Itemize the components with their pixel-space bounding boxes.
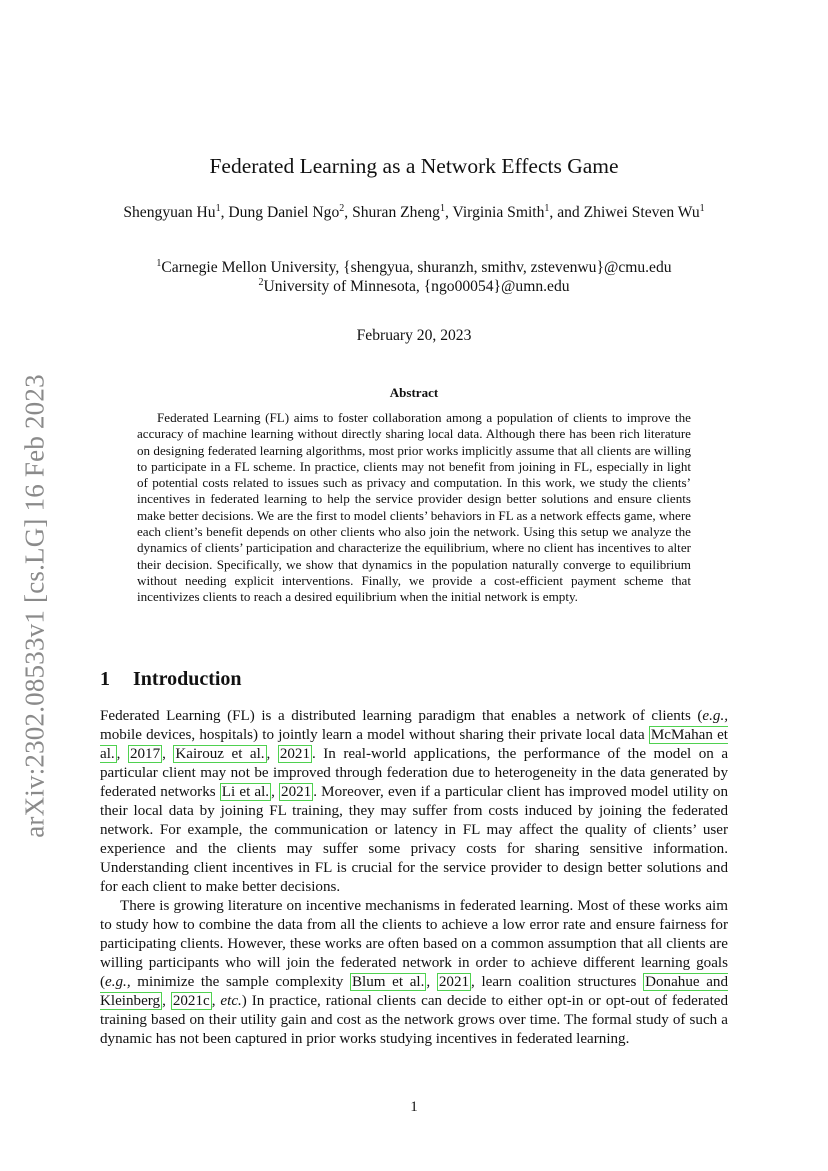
abstract-text: Federated Learning (FL) aims to foster collaboration among a population of clients to improve the accuracy of machine learning without directly sharing local data. Although there has been rich literature on designing federated learning algorithms, most prior works implicitly assume that all clients are willing to participate in a FL scheme. In practice, clients may not benefit from joining in FL, especially in light of potential costs related to issues such as privacy and computation. In this work, we study the clients’ incentives in federated learning to help the service provider design better solutions and ensure clients make better decisions. We are the first to model clients’ behaviors in FL as a network effects game, where each client’s benefit depends on other clients who also join the network. Using this setup we analyze the dynamics of clients’ participation and characterize the equilibrium, where no client has incentives to alter their decision. Specifically, we show that dynamics in the population naturally converge to equilibrium without needing explicit interventions. Finally, we provide a cost-efficient payment scheme that incentivizes clients to reach a desired equilibrium when the initial network is empty. bbox=[137, 410, 691, 605]
citation-link[interactable]: 2017 bbox=[129, 746, 161, 762]
text-run: , bbox=[162, 746, 174, 762]
citation-link[interactable]: 2021c bbox=[172, 993, 210, 1009]
text-run: e.g., bbox=[702, 708, 728, 724]
text-run: . In real-world applications, the performance of the model on a particular client may not be improved through federation due to heterogeneity in the data generated by federated networks bbox=[100, 746, 729, 800]
text-run: minimize the sample complexity bbox=[130, 974, 350, 990]
affiliation-text: University of Minnesota, {ngo00054}@umn.edu bbox=[263, 278, 570, 295]
text-run: e.g., bbox=[105, 974, 131, 990]
paragraph: Federated Learning (FL) is a distributed learning paradigm that enables a network of clients (e.g., mobile devices, hospitals) to jointly learn a model without sharing their private local data McMahan et al. , 2017 , Kairouz et al. , 2021 . In real-world applications, the performance of the model on a particular client may not be improved through federation due to heterogeneity in the data generated by federated networks Li et al. , 2021 . Moreover, even if a particular client has improved model utility on their local data by joining FL training, they may suffer from costs induced by joining the federated network. For example, the communication or latency in FL may affect the quality of clients’ user experience and the clients may suffer some privacy costs for sharing sensitive information. Understanding client incentives in FL is crucial for the service provider to design better solutions and for each client to make better decisions. bbox=[100, 708, 729, 895]
author-name: Shuran Zheng bbox=[352, 204, 440, 221]
affiliation-line bbox=[100, 277, 728, 296]
author-name: and Zhiwei Steven Wu bbox=[557, 204, 700, 221]
arxiv-identifier-text: arXiv:2302.08533v1 [cs.LG] 16 Feb 2023 bbox=[19, 374, 50, 838]
arxiv-identifier bbox=[14, 364, 56, 848]
citation-link[interactable]: 2021 bbox=[279, 746, 310, 762]
citation-link[interactable]: Blum et al. bbox=[351, 974, 425, 990]
citation-link[interactable]: Donahue and Kleinberg bbox=[100, 974, 729, 1009]
page-number: 1 bbox=[410, 1099, 418, 1115]
section-body bbox=[100, 707, 728, 1049]
text-run: . Moreover, even if a particular client has improved model utility on their local data by joining FL training, they may suffer from costs induced by joining the federated network. For example, the communication or latency in FL may affect the quality of clients’ user experience and the clients may suffer some privacy costs for sharing sensitive information. Understanding client incentives in FL is crucial for the service provider to design better solutions and for each client to make better decisions. bbox=[100, 784, 729, 895]
text-run: ) In practice, rational clients can decide to either opt-in or opt-out of federated training based on their utility gain and cost as the network grows over time. The formal study of such a dynamic has not been captured in prior works studying incentives in federated learning. bbox=[100, 993, 729, 1047]
author-affiliation-mark: 1 bbox=[699, 203, 705, 214]
author-name: Dung Daniel Ngo bbox=[228, 204, 340, 221]
text-run: There is growing literature on incentive mechanisms in federated learning. Most of these works aim to study how to combine the data from all the clients to achieve a low error rate and ensure fairness for participating clients. However, these works are often based on a common assumption that all clients are willing participants who will join the federated network in order to achieve different learning goals ( bbox=[100, 898, 728, 990]
citation-link[interactable]: Kairouz et al. bbox=[175, 746, 265, 762]
author-affiliation-mark: 1 bbox=[215, 203, 221, 214]
text-run: Federated Learning (FL) is a distributed learning paradigm that enables a network of clients ( bbox=[100, 708, 703, 724]
affiliations bbox=[100, 258, 728, 296]
affiliation-mark: 2 bbox=[258, 277, 264, 288]
text-run: , learn coalition structures bbox=[471, 974, 644, 990]
author-name: Virginia Smith bbox=[452, 204, 545, 221]
text-run: , bbox=[211, 993, 221, 1009]
paper-title: Federated Learning as a Network Effects Game bbox=[209, 154, 619, 178]
author-affiliation-mark: 1 bbox=[439, 203, 445, 214]
citation-link[interactable]: McMahan et al. bbox=[100, 727, 728, 762]
affiliation-line bbox=[100, 258, 728, 277]
citation-link[interactable]: Li et al. bbox=[221, 784, 270, 800]
author-list: Shengyuan Hu$^1$, Dung Daniel Ngo$^2$, Shuran Zheng$^1$, Virginia Smith$^1$, and Zhiwei Steven Wu$^1$ bbox=[123, 203, 705, 221]
author-name: Shengyuan Hu bbox=[123, 204, 216, 221]
text-run: mobile devices, hospitals) to jointly learn a model without sharing their private local data bbox=[100, 727, 649, 743]
section-title: Introduction bbox=[133, 668, 242, 690]
author-affiliation-mark: 1 bbox=[544, 203, 550, 214]
paragraph: There is growing literature on incentive mechanisms in federated learning. Most of these works aim to study how to combine the data from all the clients to achieve a low error rate and ensure fairness for participating clients. However, these works are often based on a common assumption that all clients are willing participants who will join the federated network in order to achieve different learning goals (e.g., minimize the sample complexity Blum et al. , 2021 , learn coalition structures Donahue and Kleinberg , 2021c , etc.) In practice, rational clients can decide to either opt-in or opt-out of federated training based on their utility gain and cost as the network grows over time. The formal study of such a dynamic has not been captured in prior works studying incentives in federated learning. bbox=[100, 898, 729, 1047]
author-affiliation-mark: 2 bbox=[339, 203, 345, 214]
citation-link[interactable]: 2021 bbox=[438, 974, 470, 990]
affiliation-text: Carnegie Mellon University, {shengyua, shuranzh, smithv, zstevenwu}@cmu.edu bbox=[161, 259, 672, 276]
affiliation-mark: 1 bbox=[156, 258, 162, 269]
citation-link[interactable]: 2021 bbox=[281, 784, 312, 800]
section-heading bbox=[100, 668, 242, 691]
paper-date: February 20, 2023 bbox=[356, 327, 472, 344]
text-run: etc. bbox=[220, 993, 242, 1009]
section-number: 1 bbox=[100, 668, 110, 690]
abstract-heading: Abstract bbox=[389, 385, 439, 400]
